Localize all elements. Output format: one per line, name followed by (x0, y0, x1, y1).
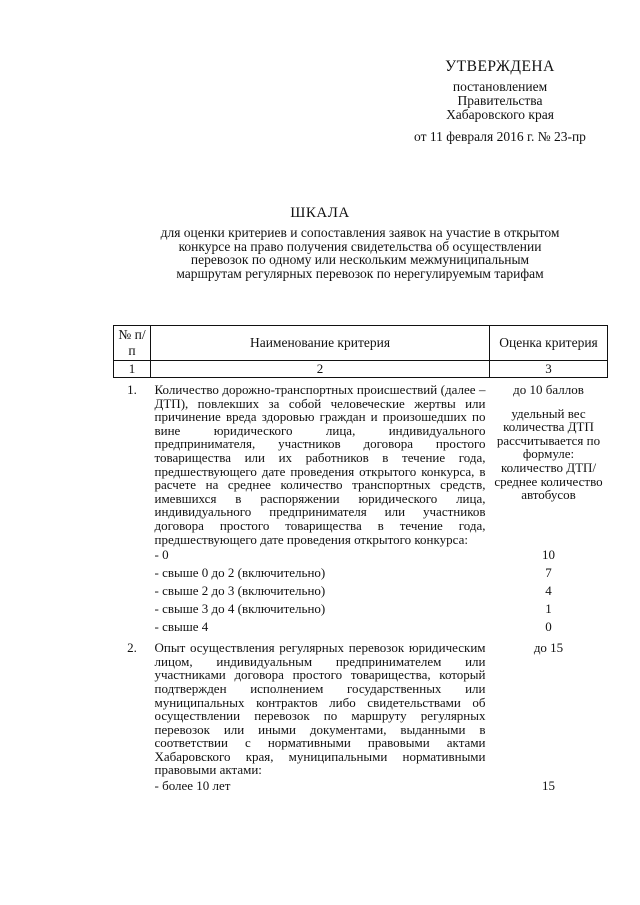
option-label: - 0 (154, 547, 169, 563)
header-score: Оценка критерия (490, 326, 608, 361)
table-row (114, 641, 608, 777)
criterion-text: Количество дорожно-транспортных происшествий (далее – ДТП), повлекших за собой человеческие жертвы или причинение вреда здоровью граждан и произошедших по вине юридического лица, индивидуального предпринимателя, участников договора простого товарищества или их работников в течение года, предшествующего дате проведения открытого конкурса, в расчете на среднее количество транспортных средств, имевшихся в распоряжении юридического лица, индивидуального предпринимателя или участников договора простого товарищества в течение года, предшествующего дате проведения открытого конкурса: (154, 382, 486, 547)
option-label: - свыше 4 (154, 619, 209, 635)
score-max: до 10 баллов (513, 382, 584, 397)
criterion-score: до 15 (533, 640, 564, 656)
score-description: удельный вес количества ДТП рассчитывается по формуле: количество ДТП/ среднее количество автобусов (494, 405, 603, 503)
option-score: 7 (545, 565, 552, 581)
option-score: 0 (545, 619, 552, 635)
option-score: 10 (542, 547, 555, 563)
approval-line-2: Правительства (457, 93, 543, 108)
option-row (114, 618, 608, 636)
option-score: 1 (545, 601, 552, 617)
option-row (114, 600, 608, 618)
option-label: - свыше 2 до 3 (включительно) (154, 583, 326, 599)
approval-block (395, 58, 605, 144)
approval-title: УТВЕРЖДЕНА (445, 58, 555, 75)
option-row (114, 777, 608, 795)
option-row (114, 546, 608, 564)
approval-date: от 11 февраля 2016 г. № 23-пр (414, 129, 586, 144)
option-row (114, 582, 608, 600)
row-number: 2. (127, 640, 137, 656)
option-row (114, 564, 608, 582)
option-label: - свыше 0 до 2 (включительно) (154, 565, 326, 581)
option-label: - более 10 лет (154, 778, 231, 794)
header-criterion: Наименование критерия (151, 326, 490, 361)
option-score: 15 (542, 778, 555, 794)
row-number: 1. (127, 382, 137, 397)
criteria-table (113, 325, 608, 795)
approval-line-3: Хабаровского края (446, 107, 554, 122)
criterion-text: Опыт осуществления регулярных перевозок юридическим лицом, индивидуальным предпринимателем или участниками договора простого товарищества, который подтвержден исполнением государственных или муниципальных контрактов либо свидетельствами об осуществлении перевозок по маршруту регулярных перевозок или иными документами, выданными в соответствии с нормативными правовыми актами Хабаровского края, муниципальными нормативными правовыми актами: (154, 640, 486, 778)
document-subtitle: для оценки критериев и сопоставления заявок на участие в открытом конкурсе на право получения свидетельства об осуществлении перевозок по одному или нескольким межмуниципальным маршрутам регулярных перевозок по нерегулируемым тарифам (160, 225, 560, 281)
table-row (114, 383, 608, 546)
document-title: ШКАЛА (290, 205, 350, 221)
column-number-1: 1 (114, 361, 151, 378)
criterion-score (490, 383, 608, 546)
column-number-3: 3 (490, 361, 608, 378)
approval-line-1: постановлением (452, 79, 548, 94)
header-number: № п/п (114, 326, 151, 361)
column-number-2: 2 (151, 361, 490, 378)
option-label: - свыше 3 до 4 (включительно) (154, 601, 326, 617)
option-score: 4 (545, 583, 552, 599)
